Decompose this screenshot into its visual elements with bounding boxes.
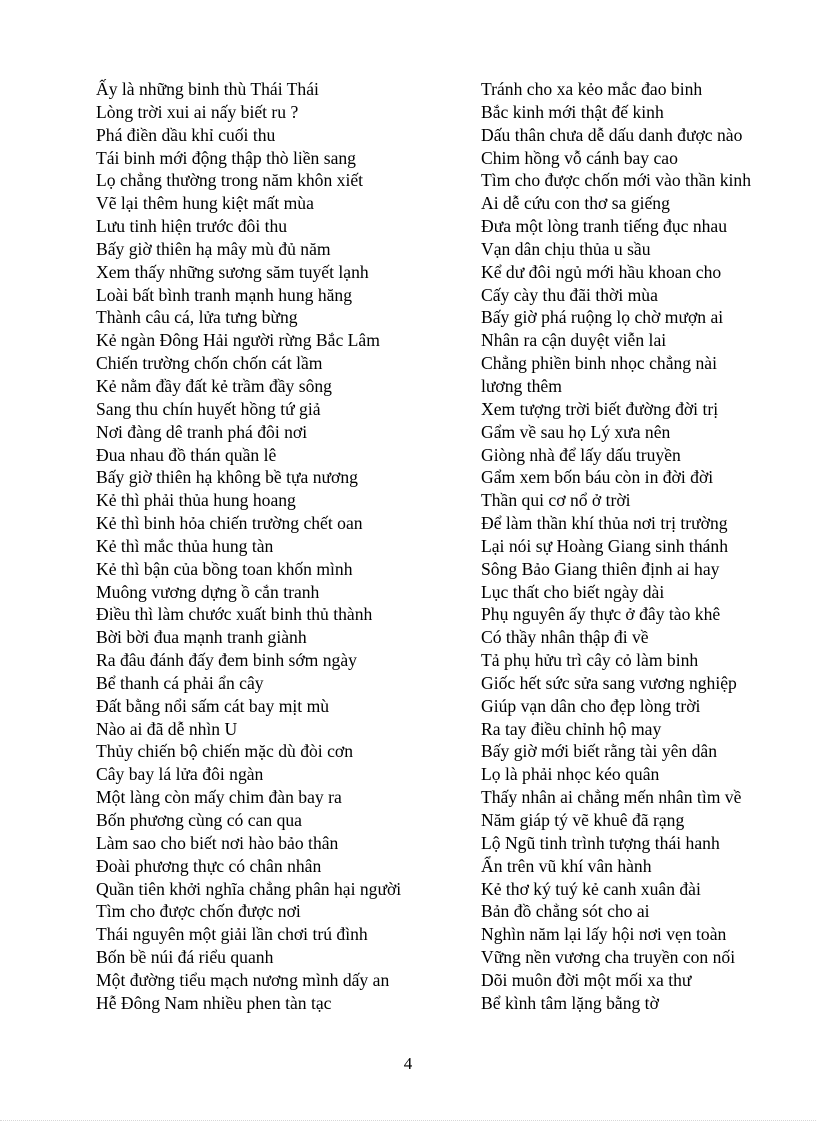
verse-line: Tìm cho được chốn mới vào thần kinh	[481, 170, 752, 191]
verse-line: Nào ai đã dễ nhìn U	[96, 718, 238, 739]
verse-line: Chim hồng vỗ cánh bay cao	[481, 147, 678, 168]
verse-line: Năm giáp tý vẽ khuê đã rạng	[481, 810, 685, 830]
left-verse-column	[96, 78, 456, 1015]
verse-line: Ấy là những binh thù Thái Thái	[96, 79, 319, 99]
verse-line: Muông vương dựng ồ cắn tranh	[96, 581, 320, 602]
verse-line: Một làng còn mấy chim đàn bay ra	[96, 787, 342, 808]
verse-line: Ai dễ cứu con thơ sa giếng	[481, 193, 670, 214]
verse-line: Quần tiên khởi nghĩa chẳng phân hại người	[96, 878, 402, 899]
verse-line: Ra đâu đánh đấy đem binh sớm ngày	[96, 650, 357, 671]
verse-line: Thái nguyên một giải lần chơi trú đình	[96, 924, 368, 945]
verse-line: Lọ là phải nhọc kéo quân	[481, 764, 660, 785]
verse-line: Kẻ nằm đầy đất kẻ trầm đầy sông	[96, 375, 332, 396]
verse-line: Lọ chẳng thường trong năm khôn xiết	[96, 170, 364, 191]
verse-line: Sông Bảo Giang thiên định ai hay	[481, 558, 720, 579]
verse-line: Lộ Ngũ tinh trình tượng thái hanh	[481, 832, 720, 853]
verse-line: Chẳng phiền binh nhọc chẳng nài	[481, 353, 717, 374]
verse-line: Ẩn trên vũ khí vân hành	[481, 855, 652, 876]
verse-line: Bời bời đua mạnh tranh giành	[96, 627, 307, 648]
verse-line: Bể thanh cá phải ẩn cây	[96, 672, 264, 693]
verse-line: Bốn phương cùng có can qua	[96, 810, 302, 830]
page-number: 4	[403, 1054, 413, 1073]
verse-line: Thành câu cá, lửa tưng bừng	[96, 307, 298, 328]
verse-line: Đoài phương thực có chân nhân	[96, 855, 322, 876]
verse-line: Kẻ thơ ký tuý kẻ canh xuân đài	[481, 878, 701, 899]
verse-line: Lại nói sự Hoàng Giang sinh thánh	[481, 535, 729, 556]
verse-line: Vạn dân chịu thủa u sầu	[481, 238, 651, 259]
verse-line: Tìm cho được chốn được nơi	[96, 901, 301, 922]
verse-line: Bắc kinh mới thật đế kinh	[481, 101, 664, 122]
verse-line: Phá điền dầu khỉ cuối thu	[96, 124, 276, 145]
verse-line: Lưu tinh hiện trước đôi thu	[96, 216, 288, 237]
verse-line: Bản đồ chẳng sót cho ai	[481, 901, 650, 922]
verse-line: Loài bất bình tranh mạnh hung hăng	[96, 284, 353, 305]
verse-line: Sang thu chín huyết hồng tứ giả	[96, 398, 321, 419]
verse-line: Một đường tiểu mạch nương mình dấy an	[96, 969, 390, 990]
verse-line: Kẻ thì mắc thủa hung tàn	[96, 535, 274, 556]
verse-line: Bấy giờ phá ruộng lọ chờ mượn ai	[481, 307, 724, 328]
verse-line: Điều thì làm chước xuất binh thủ thành	[96, 604, 373, 625]
verse-line: Tái binh mới động thập thò liền sang	[96, 147, 356, 168]
verse-line: Lục thất cho biết ngày dài	[481, 581, 665, 602]
verse-line: Bể kình tâm lặng bằng tờ	[481, 992, 659, 1013]
verse-line: Có thầy nhân thập đi về	[481, 627, 649, 648]
verse-line: Nơi đàng dê tranh phá đôi nơi	[96, 421, 308, 442]
verse-line: Bấy giờ mới biết rằng tài yên dân	[481, 741, 718, 762]
verse-line: Vẽ lại thêm hung kiệt mất mùa	[96, 193, 314, 214]
verse-line: Xem tượng trời biết đường đời trị	[481, 398, 719, 419]
verse-line: Lòng trời xui ai nấy biết ru ?	[96, 101, 299, 122]
verse-line: Thủy chiến bộ chiến mặc dù đòi cơn	[96, 741, 354, 762]
right-verse-column	[481, 78, 781, 1015]
verse-line: Nghìn năm lại lấy hội nơi vẹn toàn	[481, 924, 727, 945]
verse-line: Gẩm về sau họ Lý xưa nên	[481, 421, 671, 442]
page-bottom-edge	[0, 1120, 816, 1121]
verse-line: Bấy giờ thiên hạ không bề tựa nương	[96, 467, 358, 488]
verse-line: Xem thấy những sương săm tuyết lạnh	[96, 261, 369, 282]
verse-line: Vững nền vương cha truyền con nối	[481, 947, 736, 968]
verse-line: Bấy giờ thiên hạ mây mù đủ năm	[96, 238, 331, 259]
verse-line: Kẻ ngàn Đông Hải người rừng Bắc Lâm	[96, 330, 380, 351]
verse-line: Thần qui cơ nổ ở trời	[481, 490, 631, 511]
verse-line: Để làm thần khí thủa nơi trị trường	[481, 513, 728, 534]
verse-line: Kẻ thì binh hỏa chiến trường chết oan	[96, 513, 363, 534]
verse-line: Kể dư đôi ngủ mới hầu khoan cho	[481, 261, 722, 282]
verse-line: lương thêm	[481, 375, 562, 396]
verse-line: Bốn bề núi đá riểu quanh	[96, 947, 274, 968]
verse-line: Kẻ thì bận của bồng toan khốn mình	[96, 558, 353, 579]
verse-line: Nhân ra cận duyệt viễn lai	[481, 330, 667, 351]
verse-line: Thấy nhân ai chẳng mến nhân tìm về	[481, 787, 742, 808]
verse-line: Giúp vạn dân cho đẹp lòng trời	[481, 695, 701, 716]
verse-line: Hễ Đông Nam nhiều phen tàn tạc	[96, 992, 332, 1013]
verse-line: Kẻ thì phải thủa hung hoang	[96, 490, 296, 511]
verse-line: Chiến trường chốn chốn cát lầm	[96, 353, 323, 374]
verse-line: Gẩm xem bốn báu còn in đời đời	[481, 467, 714, 488]
verse-line: Tả phụ hửu trì cây cỏ làm binh	[481, 650, 699, 671]
verse-line: Phụ nguyên ấy thực ở đây tào khê	[481, 604, 721, 625]
verse-line: Đất bằng nổi sấm cát bay mịt mù	[96, 695, 330, 716]
verse-line: Dấu thân chưa dễ dấu danh được nào	[481, 124, 743, 145]
verse-line: Ra tay điều chỉnh hộ may	[481, 718, 662, 739]
verse-line: Giòng nhà để lấy dấu truyền	[481, 444, 681, 465]
verse-line: Tránh cho xa kẻo mắc đao binh	[481, 79, 703, 99]
verse-line: Đua nhau đồ thán quần lê	[96, 444, 277, 465]
verse-line: Dõi muôn đời một mối xa thư	[481, 969, 692, 990]
verse-line: Làm sao cho biết nơi hào bảo thân	[96, 832, 339, 853]
verse-line: Cấy cày thu đãi thời mùa	[481, 284, 658, 305]
verse-line: Cây bay lá lửa đôi ngàn	[96, 764, 264, 785]
verse-line: Giốc hết sức sửa sang vương nghiệp	[481, 672, 737, 693]
verse-line: Đưa một lòng tranh tiếng đục nhau	[481, 216, 728, 237]
